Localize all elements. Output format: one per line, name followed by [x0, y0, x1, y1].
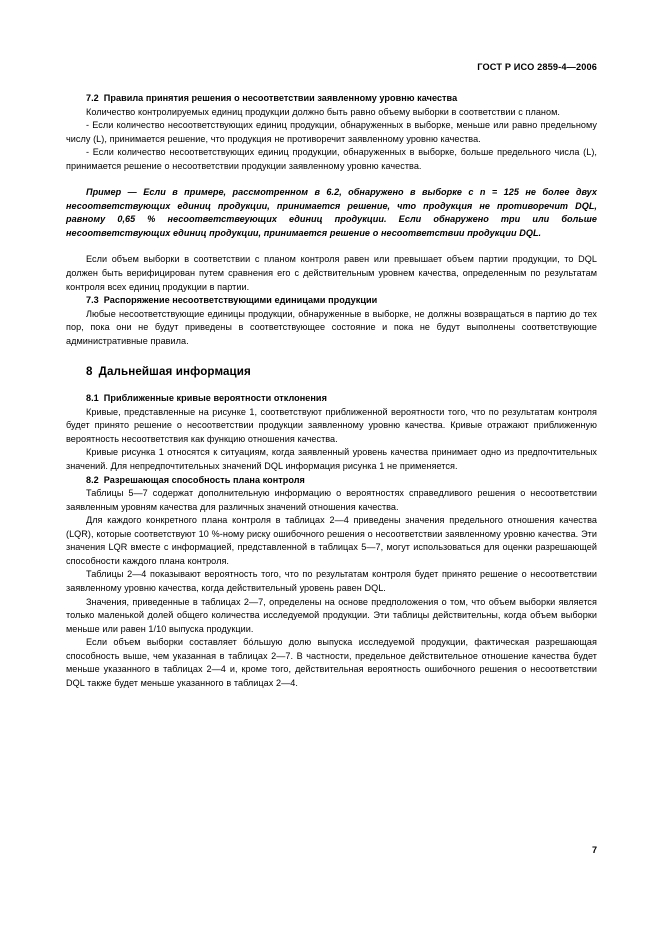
clause-7-2-example-note: Пример — Если в примере, рассмотренном в 6.2, обнаружено в выборке с n = 125 не более двух несоответствующих единиц продукции, принимается решение, что продукция не противоречит DQL, равному 0,65 % несоответствеующих единиц продукции. Если обнаружено три или больше несоответствующих единиц продукции, принимается решение о несоответствии продукции DQL.	[66, 187, 597, 238]
clause-title-8-2: Разрешающая способность плана контроля	[103, 474, 305, 485]
clause-8-2-paragraph-5: Если объем выборки составляет бóльшую долю выпуска исследуемой продукции, фактическая разрешающая способность выше, чем указанная в таблицах 2—7. В частности, предельное действительное отношение качества будет меньше указанного в таблицах 2—4 и, кроме того, действительная вероятность ошибочного решения о несоответствии DQL также будет меньше указанного в таблицах 2—4.	[66, 637, 597, 688]
clause-7-2-paragraph-2: Если объем выборки в соответствии с планом контроля равен или превышает объем партии продукции, то DQL должен быть верифицирован путем сравнения его с действительным уровнем качества, определенным по результатам контроля всех единиц продукции в партии.	[66, 254, 597, 292]
clause-number-7-2: 7.2	[86, 93, 99, 103]
clause-8-1-paragraph-1: Кривые, представленные на рисунке 1, соответствуют приближенной вероятности того, что по результатам контроля будет принято решение о несоответствии продукции заявленному уровню качества. Кривые отражают приближенную вероятность несоответствия как функцию отношения качества.	[66, 406, 597, 444]
clause-heading-7-2	[66, 92, 597, 106]
clause-8-2-paragraph-1: Таблицы 5—7 содержат дополнительную информацию о вероятностях справедливого решения о несоответствии заявленным уровням качества для различных значений отношения качества.	[66, 488, 597, 512]
clause-number-8-1: 8.1	[86, 393, 99, 404]
clause-heading-8-1	[66, 392, 597, 406]
clause-8-2-paragraph-2: Для каждого конкретного плана контроля в таблицах 2—4 приведены значения предельного отношения качества (LQR), которые соответствуют 10 %-ному риску ошибочного решения о несоответствии заявленному уровню качества. Эти значения LQR вместе с информацией, представленной в таблицах 5—7, могут использоваться для оценки разрешающей способности каждого плана контроля.	[66, 515, 597, 566]
clause-title-7-3: Распоряжение несоответствующими единицами продукции	[103, 295, 378, 306]
clause-7-2-paragraph-1: Количество контролируемых единиц продукции должно быть равно объему выборки в соответствии с планом.	[86, 106, 560, 117]
clause-7-2-dash-item-2: - Если количество несоответствующих единиц продукции, обнаруженных в выборке, больше предельного числа (L), принимается решение о несоответствии продукции заявленному уровню качества.	[66, 147, 597, 171]
clause-number-7-3: 7.3	[86, 295, 99, 306]
page-body-column	[66, 92, 597, 690]
spacer-before-section-8	[66, 348, 597, 365]
clause-8-2-paragraph-3: Таблицы 2—4 показывают вероятность того, что по результатам контроля будет принято решение о несоответствии заявленному уровню качества, когда действительный уровень равен DQL.	[66, 569, 597, 593]
clause-heading-7-3	[66, 294, 597, 308]
clause-title-8-1: Приближенные кривые вероятности отклонения	[103, 393, 327, 404]
clause-7-3-paragraph-1: Любые несоответствующие единицы продукции, обнаруженные в выборке, не должны возвращаться в партию до тех пор, пока они не будут приведены в соответствующее состояние и пока не будут выполнены соответствующие административные правила.	[66, 308, 597, 346]
clause-7-2-dash-item-1: - Если количество несоответствующих единиц продукции, обнаруженных в выборке, меньше или равно предельному числу (L), принимается решение, что продукция не противоречит заявленному уровню качества.	[66, 120, 597, 144]
section-heading-8	[66, 365, 597, 379]
spacer-after-example	[66, 240, 597, 253]
section-title-8: Дальнейшая информация	[98, 365, 251, 379]
spacer-after-section-8-heading	[66, 379, 597, 392]
page-number-folio: 7	[591, 845, 597, 855]
running-header-standard-number: ГОСТ Р ИСО 2859-4—2006	[477, 62, 597, 72]
clause-number-8-2: 8.2	[86, 474, 99, 485]
spacer-before-example	[66, 173, 597, 186]
clause-heading-8-2	[66, 474, 597, 488]
section-number-8: 8	[86, 365, 93, 379]
clause-8-2-paragraph-4: Значения, приведенные в таблицах 2—7, определены на основе предположения о том, что объем выборки является только маленькой долей общего количества исследуемой продукции. Эти таблицы действительны, когда объем выборки меньше или равен 1/10 выпуска продукции.	[66, 596, 597, 634]
clause-title-7-2: Правила принятия решения о несоответствии заявленному уровню качества	[103, 93, 458, 103]
clause-8-1-paragraph-2: Кривые рисунка 1 относятся к ситуациям, когда заявленный уровень качества принимает одно из предпочтительных значений. Для непредпочтительных значений DQL информация рисунка 1 не применяется.	[66, 447, 597, 472]
